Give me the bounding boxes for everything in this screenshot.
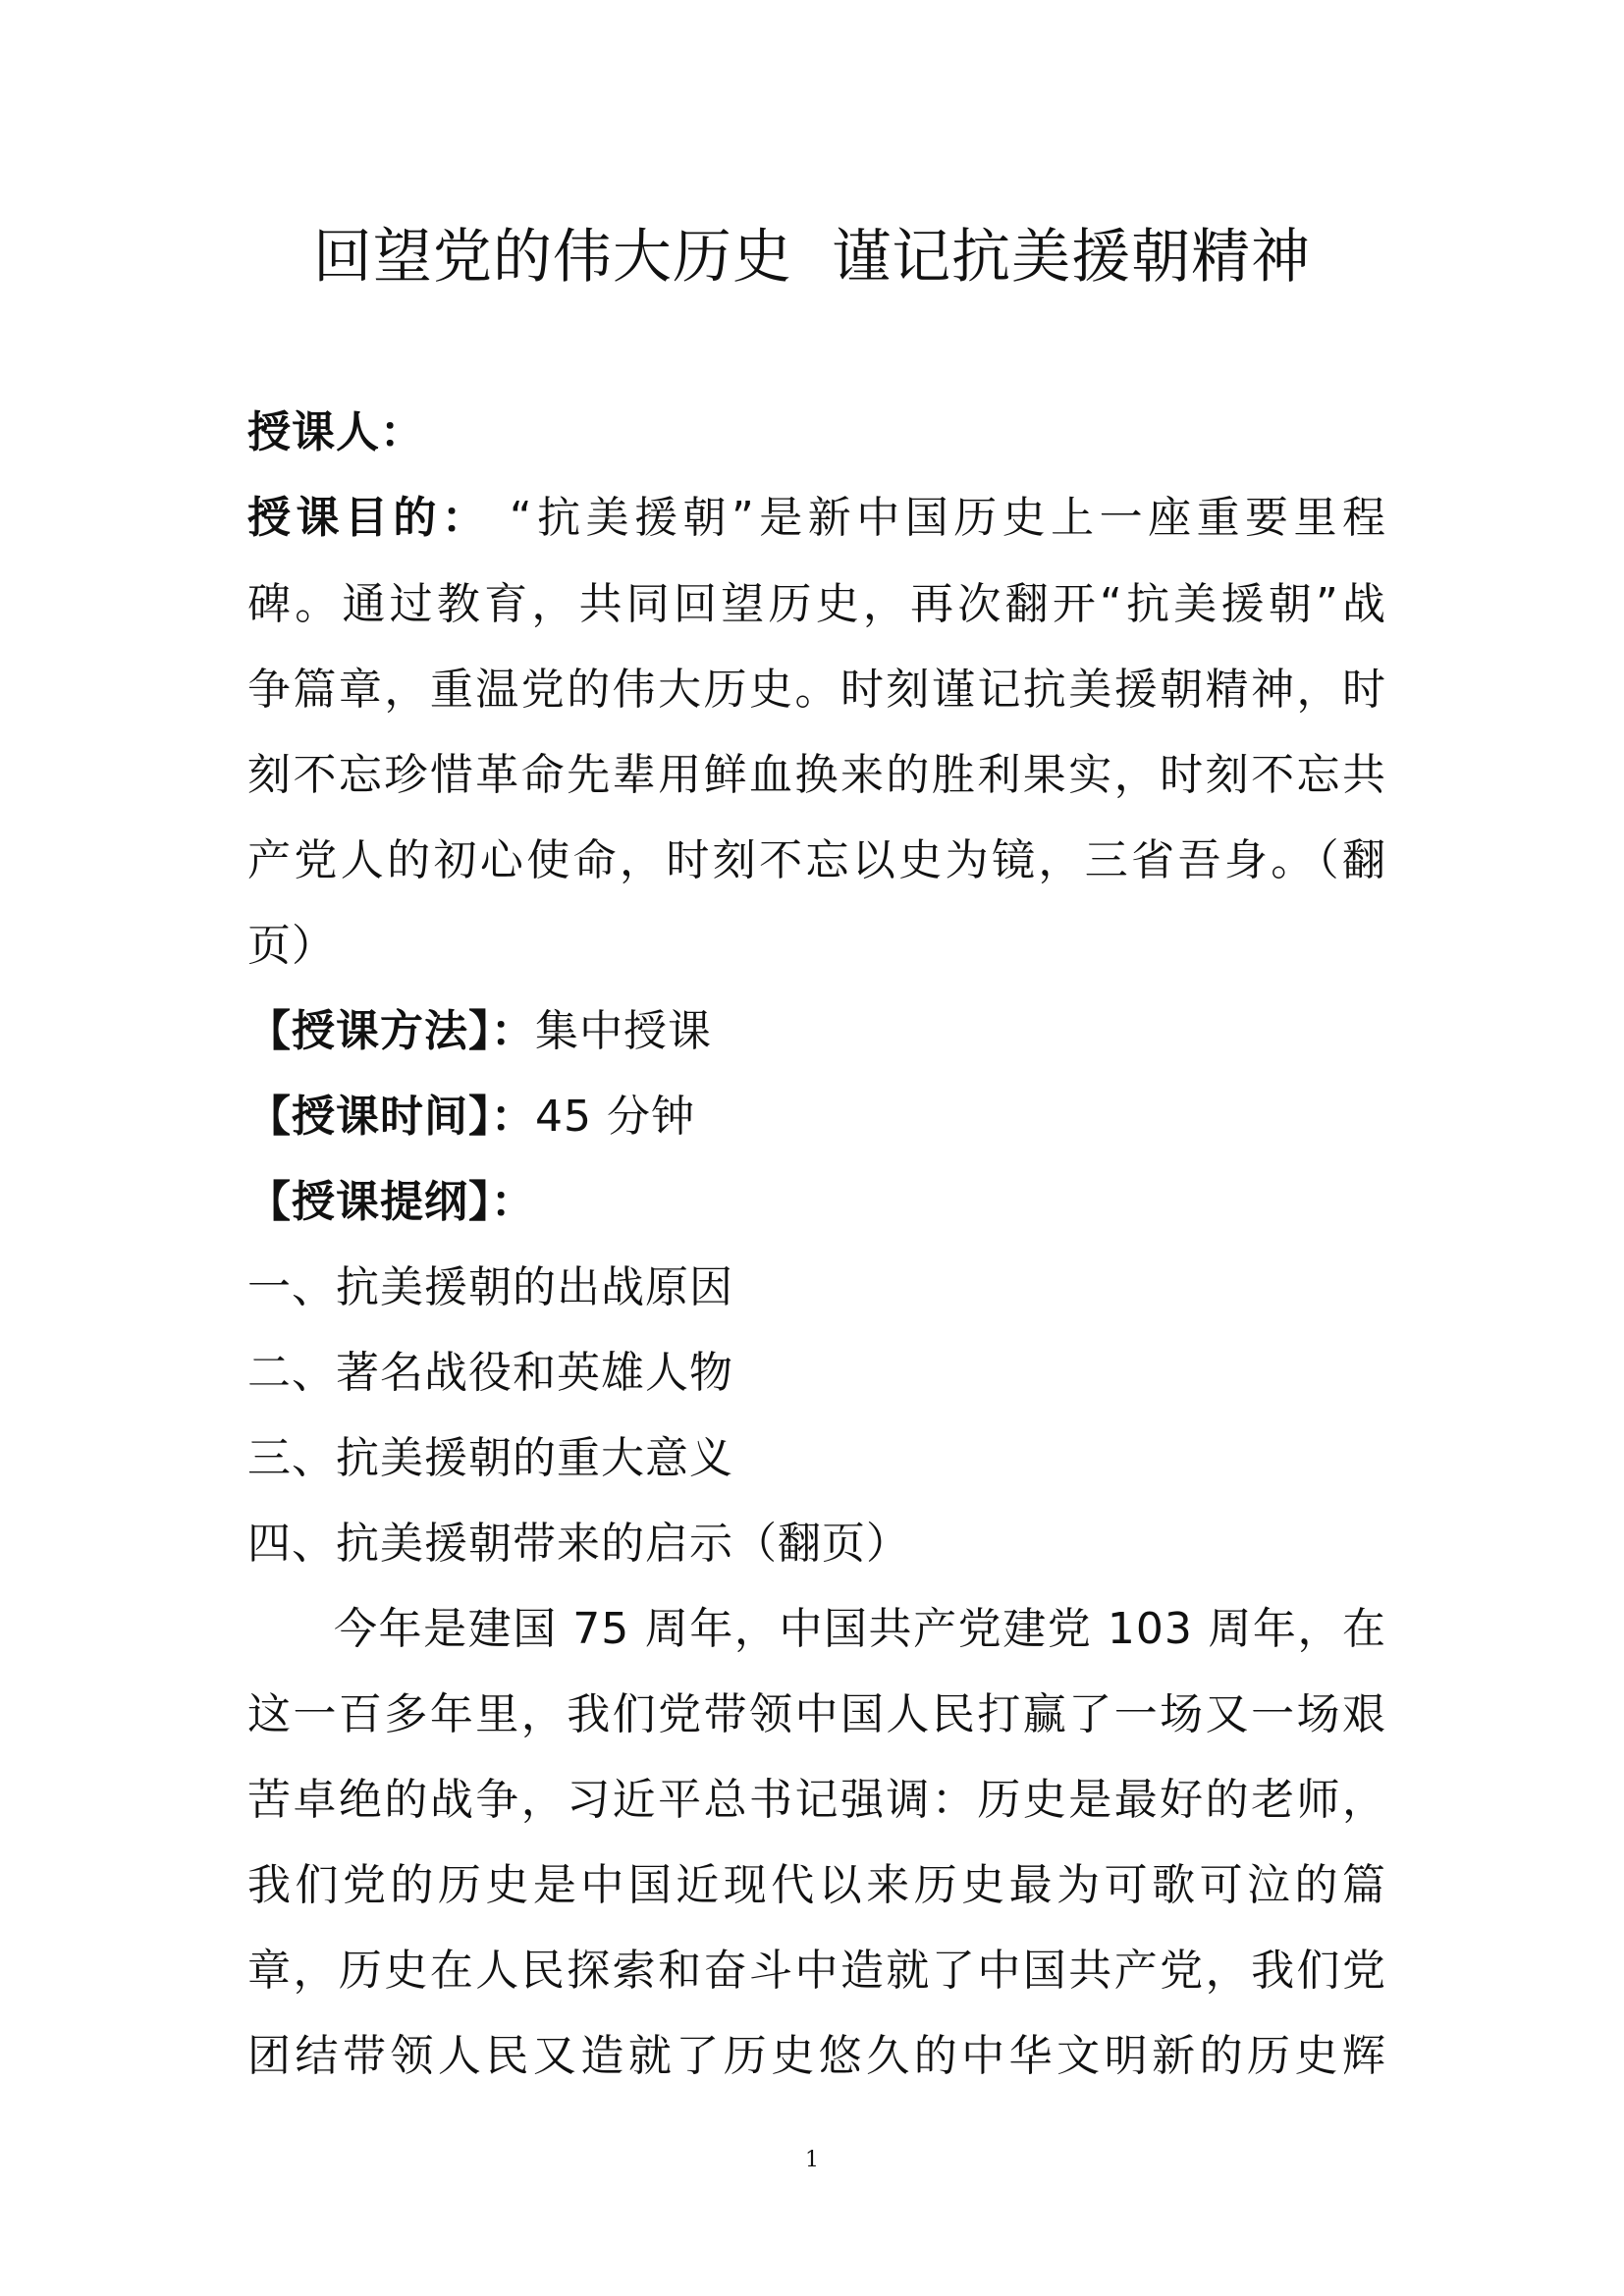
purpose-line-6: 页） (247, 921, 336, 971)
body-line-3: 苦卓绝的战争，习近平总书记强调：历史是最好的老师， (247, 1775, 1386, 1825)
purpose-text-1: “抗美援朝”是新中国历史上一座重要里程 (490, 493, 1387, 543)
outline-label: 【授课提纲】： (247, 1177, 535, 1227)
purpose-line-3: 争篇章，重温党的伟大历史。时刻谨记抗美援朝精神，时 (247, 665, 1386, 715)
body-line-2: 这一百多年里，我们党带领中国人民打赢了一场又一场艰 (247, 1689, 1386, 1739)
method-value: 集中授课 (535, 1006, 712, 1056)
method-label: 【授课方法】： (247, 1006, 535, 1056)
time-value: 45 分钟 (535, 1092, 695, 1142)
purpose-label: 授课目的： (247, 493, 491, 543)
body-line-5: 章，历史在人民探索和奋斗中造就了中国共产党，我们党 (247, 1946, 1386, 1996)
time-row (247, 1088, 1386, 1147)
lecturer-label: 授课人： (247, 407, 424, 457)
purpose-line-2: 碑。通过教育，共同回望历史，再次翻开“抗美援朝”战 (247, 579, 1386, 629)
outline-item-3: 三、抗美援朝的重大意义 (247, 1433, 733, 1483)
purpose-line-1 (247, 489, 1386, 548)
page-number: 1 (805, 2148, 819, 2172)
outline-item-1: 一、抗美援朝的出战原因 (247, 1262, 733, 1312)
method-row (247, 1002, 1386, 1061)
purpose-line-5: 产党人的初心使命，时刻不忘以史为镜，三省吾身。（翻 (247, 835, 1386, 885)
outline-item-4: 四、抗美援朝带来的启示（翻页） (247, 1519, 910, 1569)
document-title: 回望党的伟大历史 谨记抗美援朝精神 (312, 223, 1312, 292)
body-line-4: 我们党的历史是中国近现代以来历史最为可歌可泣的篇 (247, 1860, 1386, 1910)
body-line-6: 团结带领人民又造就了历史悠久的中华文明新的历史辉 (247, 2031, 1386, 2081)
purpose-line-4: 刻不忘珍惜革命先辈用鲜血换来的胜利果实，时刻不忘共 (247, 750, 1386, 800)
time-label: 【授课时间】： (247, 1092, 535, 1142)
outline-item-2: 二、著名战役和英雄人物 (247, 1348, 733, 1398)
body-line-1: 今年是建国 75 周年，中国共产党建党 103 周年，在 (334, 1604, 1386, 1654)
